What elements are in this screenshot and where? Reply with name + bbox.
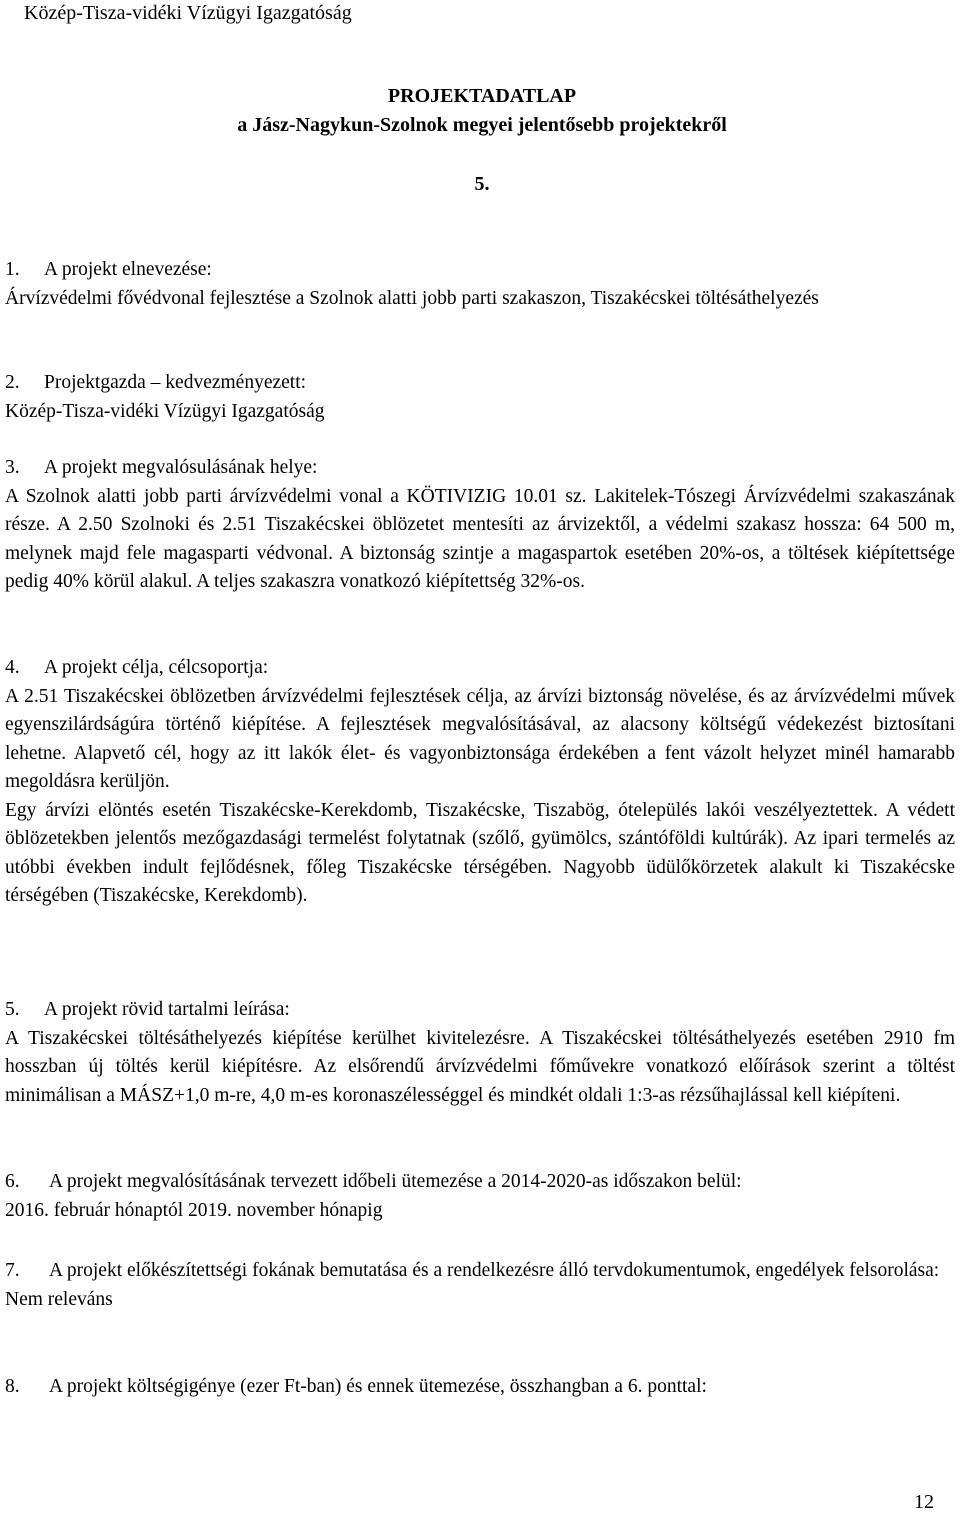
section-8-number: 8. [5,1376,20,1397]
section-5-body: A Tiszakécskei töltésáthelyezés kiépítése kerülhet kivitelezésre. A Tiszakécskei töltésáthelyezés esetében 2910 fm hosszban új töltés kerül kiépítésre. Az elsőrendű árvízvédelmi főművekre vonatkozó előírások szerint a töltést minimálisan a MÁSZ+1,0 m-re, 4,0 m-es koronaszélességgel és mindkét oldali 1:3-as rézsűhajlással kell kiépíteni. [5,1027,955,1106]
section-2-heading-text: Projektgazda – kedvezményezett: [44,372,307,393]
section-4-body-2: Egy árvízi elöntés esetén Tiszakécske-Kerekdomb, Tiszakécske, Tiszabög, ótelepülés lakói veszélyeztettek. A védett öblözetekben jelentős mezőgazdasági termelést folytatnak (szőlő, gyümölcs, szántóföldi kultúrák). Az ipari termelés az utóbbi években indult fejlődésnek, főleg Tiszakécske térségében. Nagyobb üdülőkörzetek alakult ki Tiszakécske térségében (Tiszakécske, Kerekdomb). [5,799,955,906]
section-2-heading [5,369,955,398]
section-3-body: A Szolnok alatti jobb parti árvízvédelmi vonal a KÖTIVIZIG 10.01 sz. Lakitelek-Tószegi Árvízvédelmi szakaszának része. A 2.50 Szolnoki és 2.51 Tiszakécskei öblözetet mentesíti az árvizektől, a védelmi szakasz hossza: 64 500 m, melynek majd fele magasparti védvonal. A biztonság szintje a magaspartok esetében 20%-os, a töltések kiépítettsége pedig 40% körül alakul. A teljes szakaszra vonatkozó kiépítettség 32%-os. [5,485,955,592]
section-6-heading [5,1168,955,1197]
section-7-number: 7. [5,1260,20,1281]
section-1 [5,256,955,313]
section-3 [5,454,955,597]
document-title: PROJEKTADATLAP [387,85,577,107]
section-4 [5,654,955,911]
document-subtitle: a Jász-Nagykun-Szolnok megyei jelentősebb projektekről [237,114,727,136]
section-2 [5,369,955,426]
section-5-number: 5. [5,999,20,1020]
section-1-heading [5,256,955,285]
section-6 [5,1168,955,1225]
section-3-heading-text: A projekt megvalósulásának helye: [44,457,318,478]
section-1-heading-text: A projekt elnevezése: [44,259,212,280]
section-7-heading [5,1257,955,1286]
section-5 [5,996,955,1110]
section-4-heading [5,654,955,683]
section-8 [5,1373,955,1402]
section-8-heading-text: A projekt költségigénye (ezer Ft-ban) és ennek ütemezése, összhangban a 6. ponttal: [49,1376,707,1397]
section-5-heading-text: A projekt rövid tartalmi leírása: [44,999,290,1020]
section-8-heading [5,1373,955,1402]
section-4-heading-text: A projekt célja, célcsoportja: [44,657,269,678]
section-6-body: 2016. február hónaptól 2019. november hónapig [5,1199,383,1221]
section-7-body: Nem releváns [5,1288,113,1310]
page-number: 12 [914,1491,934,1513]
section-6-number: 6. [5,1171,20,1192]
section-3-number: 3. [5,457,20,478]
document-number: 5. [474,173,490,195]
section-1-number: 1. [5,259,20,280]
section-5-heading [5,996,955,1025]
section-3-heading [5,454,955,483]
section-4-body-1: A 2.51 Tiszakécskei öblözetben árvízvédelmi fejlesztések célja, az árvízi biztonság növelése, és az árvízvédelmi művek egyenszilárdságúra történő kiépítése. A fejlesztések megvalósításával, az alacsony költségű védekezést biztosítani lehetne. Alapvető cél, hogy az itt lakók élet- és vagyonbiztonsága érdekében a fent vázolt helyzet minél hamarabb megoldásra kerüljön. [5,685,955,792]
section-2-body: Közép-Tisza-vidéki Vízügyi Igazgatóság [5,400,325,422]
header-organization: Közép-Tisza-vidéki Vízügyi Igazgatóság [24,2,352,24]
section-7-heading-text: A projekt előkészítettségi fokának bemutatása és a rendelkezésre álló tervdokumentumok, engedélyek felsorolása: [49,1260,940,1281]
section-7 [5,1257,955,1314]
section-1-body: Árvízvédelmi fővédvonal fejlesztése a Szolnok alatti jobb parti szakaszon, Tiszakécskei töltésáthelyezés [5,287,819,309]
section-4-number: 4. [5,657,20,678]
section-2-number: 2. [5,372,20,393]
section-6-heading-text: A projekt megvalósításának tervezett időbeli ütemezése a 2014-2020-as időszakon belül: [49,1171,742,1192]
